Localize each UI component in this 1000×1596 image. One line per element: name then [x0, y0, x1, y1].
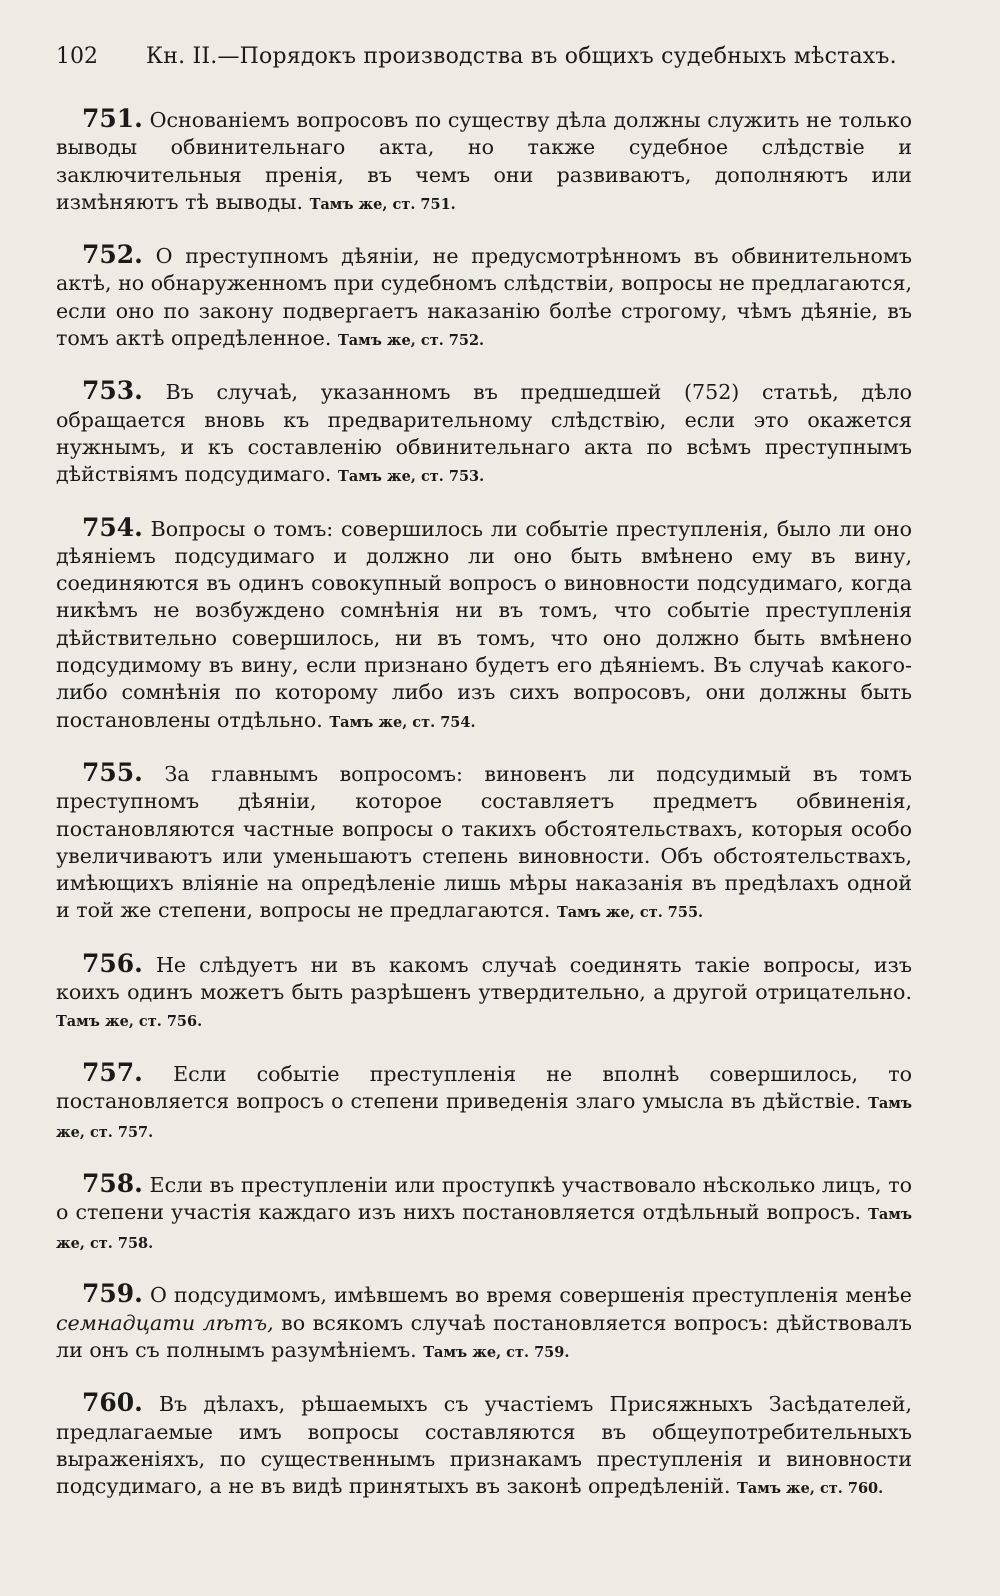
article-emphasis: семнадцати лѣтъ, — [56, 1310, 274, 1335]
article-text: Основаніемъ вопросовъ по существу дѣла должны служить не только выводы обвинительнаго акта, но также судебное слѣдствіе и заключительныя пренія, въ чемъ они развиваютъ, дополняютъ или измѣняютъ тѣ выводы. — [56, 108, 912, 214]
article-citation: Тамъ же, ст. 757. — [56, 1094, 913, 1142]
article-number: 754. — [82, 512, 143, 542]
article-number: 755. — [82, 757, 143, 787]
article-number: 753. — [82, 376, 143, 406]
article-758 — [56, 1170, 912, 1258]
article-text-continued: во всякомъ случаѣ постановляется вопросъ: дѣйствовалъ ли онъ съ полнымъ разумѣніемъ. — [56, 1310, 912, 1362]
article-citation: Тамъ же, ст. 758. — [56, 1205, 913, 1253]
article-text: Если событіе преступленія не вполнѣ совершилось, то постановляется вопросъ о степени приведенія злаго умысла въ дѣйствіе. — [56, 1061, 913, 1113]
article-text: Въ дѣлахъ, рѣшаемыхъ съ участіемъ Присяжныхъ Засѣдателей, предлагаемые имъ вопросы составляются въ общеупотребительныхъ выраженіяхъ, по существеннымъ признакамъ преступленія и виновности подсудимаго, а не въ видѣ принятыхъ въ законѣ опредѣленій. — [56, 1392, 913, 1499]
article-citation: Тамъ же, ст. 753. — [338, 468, 485, 486]
article-753 — [56, 377, 912, 490]
article-list — [56, 105, 912, 1502]
article-number: 751. — [82, 104, 143, 133]
article-757 — [56, 1059, 912, 1147]
article-number: 752. — [82, 240, 143, 270]
article-citation: Тамъ же, ст. 760. — [737, 1480, 884, 1498]
article-text: О преступномъ дѣяніи, не предусмотрѣнномъ въ обвинительномъ актѣ, но обнаруженномъ при судебномъ слѣдствіи, вопросы не предлагаются, если оно по закону подвергаетъ наказанію болѣе строгому, чѣмъ дѣяніе, въ томъ актѣ опредѣленное. — [56, 244, 912, 351]
running-head-title: Кн. II.—Порядокъ производства въ общихъ судебныхъ мѣстахъ. — [146, 44, 897, 69]
article-751 — [56, 105, 912, 218]
article-text: О подсудимомъ, имѣвшемъ во время совершенія преступленія менѣе — [149, 1283, 912, 1308]
article-citation: Тамъ же, ст. 756. — [56, 1013, 203, 1031]
article-number: 756. — [82, 948, 143, 978]
page-number: 102 — [56, 44, 98, 69]
article-number: 758. — [82, 1168, 143, 1198]
article-number: 757. — [82, 1057, 143, 1087]
article-number: 760. — [82, 1388, 143, 1418]
running-head — [56, 44, 912, 69]
article-number: 759. — [82, 1279, 143, 1309]
article-text: За главнымъ вопросомъ: виновенъ ли подсудимый въ томъ преступномъ дѣяніи, которое составляетъ предметъ обвиненія, постановляются частные вопросы о такихъ обстоятельствахъ, которыя особо увеличиваютъ или уменьшаютъ степень виновности. Объ обстоятельствахъ, имѣющихъ вліяніе на опредѣленіе лишь мѣры наказанія въ предѣлахъ одной и той же степени, вопросы не предлагаются. — [56, 761, 913, 923]
article-citation: Тамъ же, ст. 754. — [329, 713, 476, 731]
article-citation: Тамъ же, ст. 752. — [337, 332, 485, 350]
article-text: Если въ преступленіи или проступкѣ участвовало нѣсколько лицъ, то о степени участія каждаго изъ нихъ постановляется отдѣльный вопросъ. — [56, 1172, 912, 1224]
article-text: Въ случаѣ, указанномъ въ предшедшей (752) статьѣ, дѣло обращается вновь къ предварительному слѣдствію, если это окажется нужнымъ, и къ составленію обвинительнаго акта по всѣмъ преступнымъ дѣйствіямъ подсудимаго. — [56, 380, 913, 487]
article-citation: Тамъ же, ст. 751. — [309, 195, 456, 213]
article-citation: Тамъ же, ст. 759. — [423, 1343, 570, 1361]
article-760 — [56, 1389, 912, 1502]
article-752 — [56, 241, 912, 354]
article-756 — [56, 950, 912, 1036]
article-text: Не слѣдуетъ ни въ какомъ случаѣ соединять такіе вопросы, изъ коихъ одинъ можетъ быть разрѣшенъ утвердительно, а другой отрицательно. — [56, 952, 912, 1005]
article-754 — [56, 514, 912, 736]
article-759 — [56, 1280, 912, 1366]
article-text: Вопросы о томъ: совершилось ли событіе преступленія, было ли оно дѣяніемъ подсудимаго и должно ли оно быть вмѣнено ему въ вину, соединяются въ одинъ совокупный вопросъ о виновности подсудимаго, когда никѣмъ не возбуждено сомнѣнія ни въ томъ, что событіе преступленія дѣйствительно совершилось, ни въ томъ, что оно должно быть вмѣнено подсудимому въ вину, если признано будетъ его дѣяніемъ. Въ случаѣ какого-либо сомнѣнія по которому либо изъ сихъ вопросовъ, они должны быть постановлены отдѣльно. — [56, 516, 912, 732]
article-755 — [56, 759, 912, 927]
article-citation: Тамъ же, ст. 755. — [556, 904, 704, 922]
